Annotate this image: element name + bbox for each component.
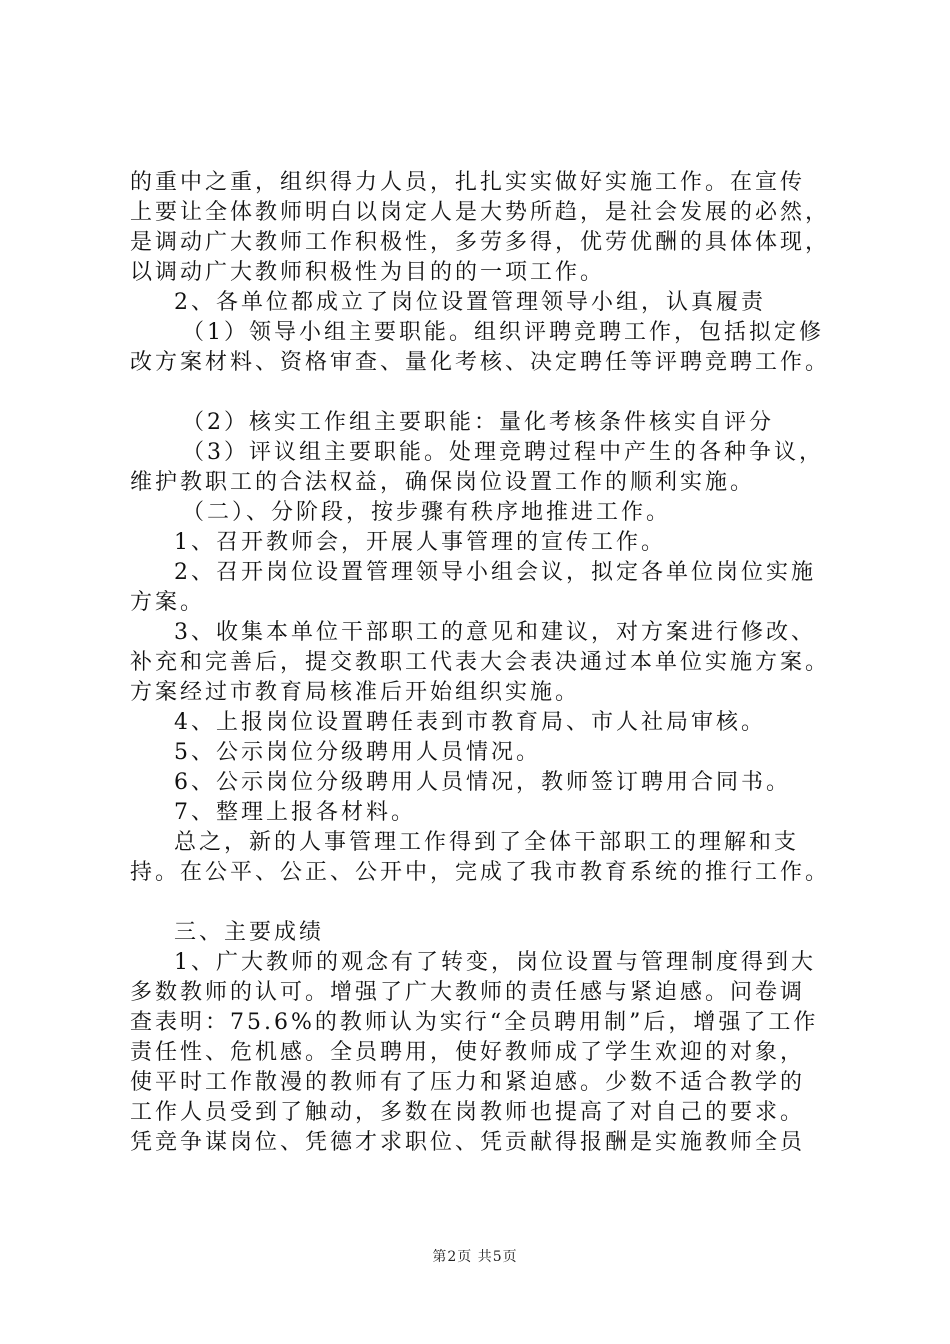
text-line: 补充和完善后，提交教职工代表大会表决通过本单位实施方案。 [130,650,831,675]
text-line: 工作人员受到了触动，多数在岗教师也提高了对自己的要求。 [130,1100,806,1125]
text-line: 2、各单位都成立了岗位设置管理领导小组，认真履责 [174,290,766,315]
section-heading: （二）、分阶段，按步骤有秩序地推进工作。 [182,500,672,525]
page-footer: 第2页 共5页 [432,1249,518,1265]
text-line: 2、召开岗位设置管理领导小组会议，拟定各单位岗位实施 [174,560,816,585]
paragraph-gap [130,378,850,408]
text-line: 上要让全体教师明白以岗定人是大势所趋，是社会发展的必然， [130,200,831,225]
text-line: 是调动广大教师工作积极性，多劳多得，优劳优酬的具体体现， [130,230,831,255]
text-line: 持。在公平、公正、公开中，完成了我市教育系统的推行工作。 [130,860,831,885]
paragraph-gap [130,888,850,918]
text-line: 使平时工作散漫的教师有了压力和紧迫感。少数不适合教学的 [130,1070,806,1095]
document-body [130,168,850,1158]
text-line: 凭竞争谋岗位、凭德才求职位、凭贡献得报酬是实施教师全员 [130,1130,806,1155]
text-line: 方案。 [130,590,206,615]
text-line: 1、召开教师会，开展人事管理的宣传工作。 [174,530,666,555]
section-heading: 三、主要成绩 [174,920,325,945]
text-line: 1、广大教师的观念有了转变，岗位设置与管理制度得到大 [174,950,816,975]
text-line: 多数教师的认可。增强了广大教师的责任感与紧迫感。问卷调 [130,980,806,1005]
text-line: 维护教职工的合法权益，确保岗位设置工作的顺利实施。 [130,470,756,495]
text-line: 总之，新的人事管理工作得到了全体干部职工的理解和支 [174,830,800,855]
text-line: 的重中之重，组织得力人员，扎扎实实做好实施工作。在宣传 [130,170,806,195]
text-line: （2）核实工作组主要职能：量化考核条件核实自评分 [182,410,774,435]
text-line: 3、收集本单位干部职工的意见和建议，对方案进行修改、 [174,620,816,645]
text-line: 7、整理上报各材料。 [174,800,416,825]
text-line: 改方案材料、资格审查、量化考核、决定聘任等评聘竞聘工作。 [130,350,831,375]
text-line: （3）评议组主要职能。处理竞聘过程中产生的各种争议， [182,440,824,465]
text-line: 以调动广大教师积极性为目的的一项工作。 [130,260,606,285]
text-line: 5、公示岗位分级聘用人员情况。 [174,740,541,765]
text-line: （1）领导小组主要职能。组织评聘竞聘工作，包括拟定修 [182,320,824,345]
text-line: 查表明：75.6%的教师认为实行“全员聘用制”后，增强了工作 [130,1010,819,1035]
text-line: 方案经过市教育局核准后开始组织实施。 [130,680,581,705]
text-line: 4、上报岗位设置聘任表到市教育局、市人社局审核。 [174,710,766,735]
text-line: 6、公示岗位分级聘用人员情况，教师签订聘用合同书。 [174,770,791,795]
text-line: 责任性、危机感。全员聘用，使好教师成了学生欢迎的对象， [130,1040,806,1065]
